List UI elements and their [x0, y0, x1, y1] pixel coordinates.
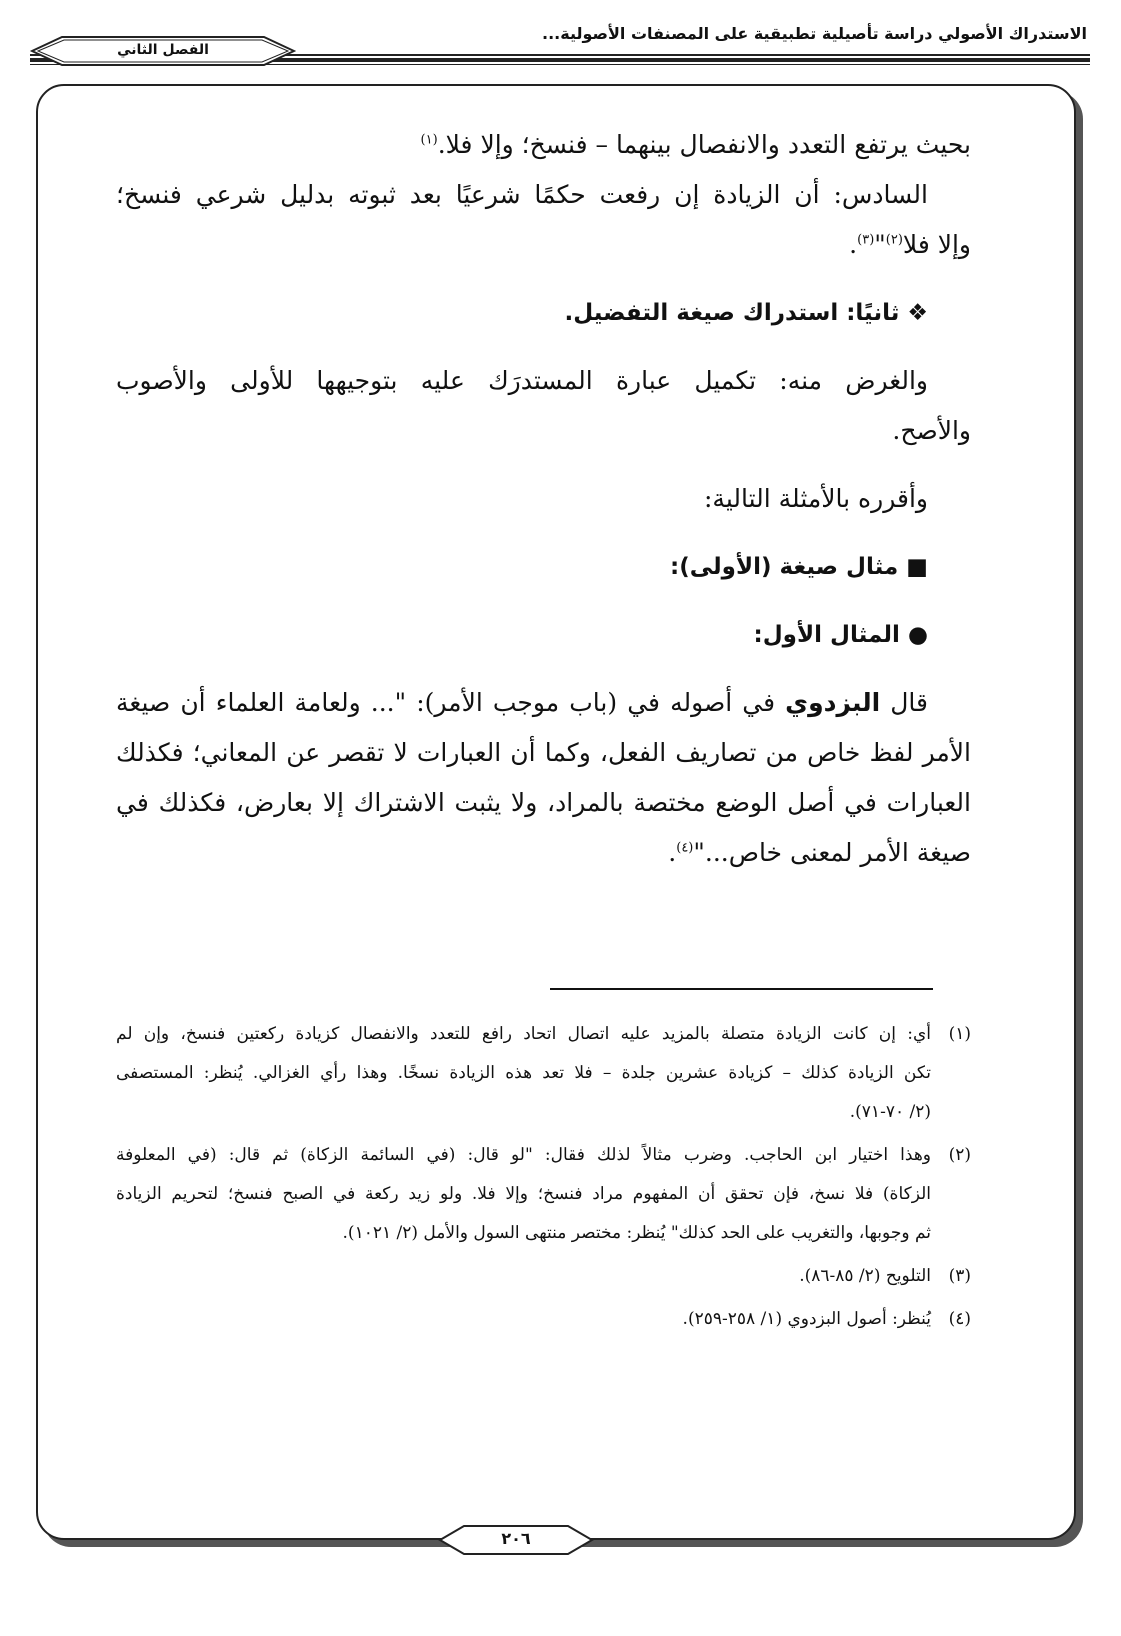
footnote: [116, 1136, 971, 1253]
footnote-ref[interactable]: (١): [420, 132, 438, 148]
chapter-label: الفصل الثاني: [117, 42, 209, 58]
quote-line: العبارات في أصل الوضع مختصة بالمراد، ولا يثبت الاشتراك إلا بعارض، فكذلك في: [116, 788, 971, 817]
footnote-line: (٢/ ٧٠-٧١).: [849, 1102, 931, 1122]
section-heading: ❖ ثانيًا: استدراك صيغة التفضيل.: [564, 300, 928, 326]
text-run: .: [668, 838, 677, 867]
footnote-number: (٢): [948, 1145, 971, 1165]
footnote-number: (١): [948, 1024, 971, 1044]
text-line: السادس: أن الزيادة إن رفعت حكمًا شرعيًا بعد ثبوته بدليل شرعي فنسخ؛: [116, 180, 928, 209]
text-run: .: [849, 230, 858, 259]
footnote-line: ثم وجوبها، والتغريب على الحد كذلك" يُنظر: مختصر منتهى السول والأمل (٢/ ١٠٢١).: [342, 1223, 931, 1243]
running-title: الاستدراك الأصولي دراسة تأصيلية تطبيقية على المصنفات الأصولية...: [542, 24, 1087, 43]
example-heading: ■ مثال صيغة (الأولى):: [670, 554, 928, 580]
footnote-line: أي: إن كانت الزيادة متصلة بالمزيد عليه اتصال اتحاد رافع للتعدد والانفصال كزيادة ركعتين فنسخ، وإن لم: [116, 1024, 931, 1044]
footnote-line: التلويح (٢/ ٨٥-٨٦).: [799, 1266, 931, 1286]
footnotes: [116, 1015, 971, 1339]
footnote: [116, 1015, 971, 1132]
quote-mark: ": [874, 230, 886, 259]
quote-line: [116, 678, 971, 728]
text-run: وإلا فلا: [902, 230, 971, 259]
text-run: في أصوله في (باب موجب الأمر): "... ولعامة العلماء أن صيغة: [116, 688, 786, 717]
text-run: قال: [880, 688, 928, 717]
text-run: صيغة الأمر لمعنى خاص...": [693, 838, 971, 867]
footnote-number: (٤): [948, 1309, 971, 1329]
footnote-ref[interactable]: (٣): [857, 232, 875, 248]
text-line: وأقرره بالأمثلة التالية:: [704, 484, 928, 513]
subexample-heading: ● المثال الأول:: [753, 622, 928, 648]
text-line: والغرض منه: تكميل عبارة المستدرَك عليه بتوجيهها للأولى والأصوب: [116, 366, 928, 395]
text-line: [116, 120, 971, 170]
text-run: بحيث يرتفع التعدد والانفصال بينهما – فنسخ؛ وإلا فلا.: [437, 130, 971, 159]
footnote-ref[interactable]: (٤): [676, 840, 694, 856]
quote-line: [116, 828, 971, 878]
footnote-line: الزكاة) فلا نسخ، فإن تحقق أن المفهوم مراد فنسخ؛ وإلا فلا. ولو زيد ركعة في الصبح فنسخ؛ لتحريم الزيادة: [116, 1184, 931, 1204]
footnote-number: (٣): [948, 1266, 971, 1286]
main-text: [116, 120, 971, 878]
text-line: [116, 220, 971, 270]
author-name: البزدوي: [785, 688, 881, 717]
quote-line: الأمر لفظ خاص من تصاريف الفعل، وكما أن العبارات لا تقصر عن المعاني؛ فكذلك: [116, 738, 971, 767]
page-number: ٢٠٦: [501, 1529, 531, 1548]
chapter-tab: [30, 36, 296, 66]
footnote-line: يُنظر: أصول البزدوي (١/ ٢٥٨-٢٥٩).: [682, 1309, 931, 1329]
footnote-line: وهذا اختيار ابن الحاجب. وضرب مثالاً لذلك فقال: "لو قال: (في السائمة الزكاة) ثم قال: (في المعلوفة: [116, 1145, 931, 1165]
footnote: [116, 1300, 971, 1339]
footnote-ref[interactable]: (٢): [885, 232, 903, 248]
footnote-separator: [550, 988, 933, 990]
page-number-tab: [438, 1524, 594, 1556]
text-line: والأصح.: [892, 416, 971, 445]
footnote: [116, 1257, 971, 1296]
footnote-line: تكن الزيادة كذلك – كزيادة عشرين جلدة – فلا تعد هذه الزيادة نسخًا. وهذا رأي الغزالي. يُنظر: المستصفى: [116, 1063, 931, 1083]
